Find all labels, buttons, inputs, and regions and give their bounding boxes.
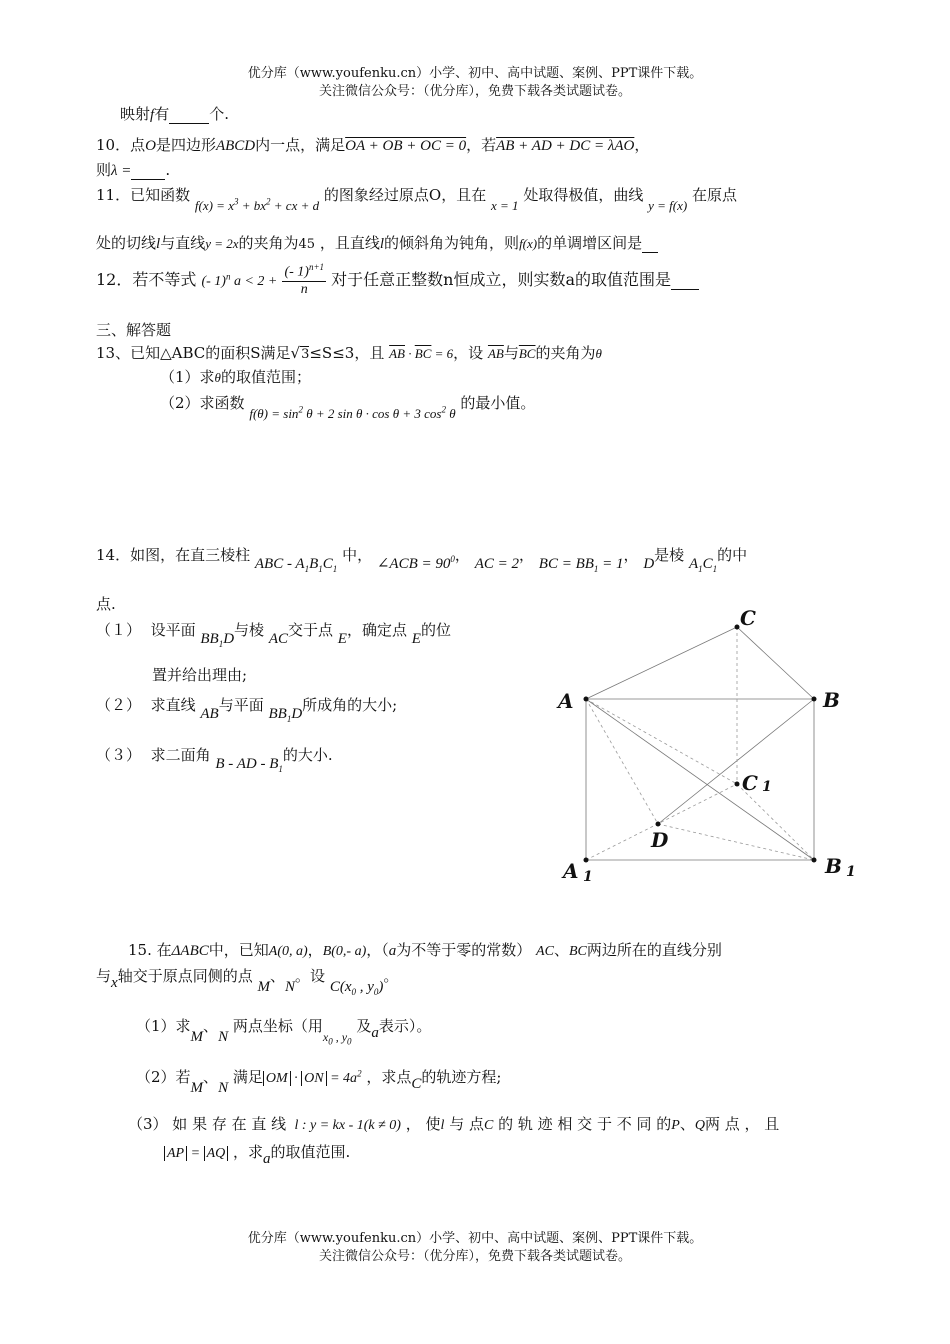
edge-A-B1 — [586, 699, 814, 860]
edge-D-B1 — [658, 824, 814, 860]
edge-C-B — [737, 627, 814, 699]
point-C1 — [735, 782, 740, 787]
edge-A-C — [586, 627, 737, 699]
question-11-cont: 处的切线l与直线y = 2x的夹角为45 ，且直线l的倾斜角为钝角，则f(x)的单调增区间是 — [96, 234, 658, 253]
edge-A-D — [586, 699, 658, 824]
label-C: C — [740, 606, 756, 630]
question-13: 13、已知△ABC的面积S满足√3≤S≤3，且 $\overline{AB} \cdot \overline{BC} = 6$，设 $\overline{AB}$与$\overline{BC}$的夹角为θ — [96, 344, 602, 362]
question-15-cont: 与x轴交于原点同侧的点 M、N。设 $C(x_0$ , $y_0$)。 — [96, 967, 399, 997]
question-10-cont: 则λ = . — [96, 161, 171, 179]
label-A1: A — [563, 859, 579, 883]
footer-line-1: 优分库（www.youfenku.cn）小学、初中、高中试题、案例、PPT课件下载。 — [247, 1231, 703, 1246]
question-14-part-2: （２） 求直线 AB与平面 $BB_1D$所成角的大小; — [96, 696, 398, 724]
edge-A-C1 — [586, 699, 737, 784]
label-A: A — [558, 689, 574, 713]
point-A1 — [584, 858, 589, 863]
label-B1-sub: 1 — [846, 864, 856, 880]
label-B1: B — [825, 854, 842, 878]
point-A — [584, 697, 589, 702]
prism-figure — [548, 598, 868, 898]
question-13-part-2: （2）求函数 $f(\theta) = \sin^2 \theta + 2$ sin θ · cos θ + 3 $\cos^2 \theta$ 的最小值。 — [160, 394, 536, 421]
question-14-part-3: （３） 求二面角 B - AD - $B_1$的大小. — [96, 746, 333, 774]
question-13-part-1: （1）求θ的取值范围； — [160, 368, 311, 386]
header-line-1: 优分库（www.youfenku.cn）小学、初中、高中试题、案例、PPT课件下载。 — [247, 66, 703, 81]
label-C1: C — [742, 771, 758, 795]
point-D — [656, 822, 661, 827]
question-11: 11．已知函数 $f(x) = x^3 + bx^2$ + cx + d 的图象经过原点O，且在 x = 1 处取得极值，曲线 y = f(x) 在原点 — [96, 186, 738, 213]
label-C1-sub: 1 — [762, 779, 772, 795]
q9-tail: 映射f有 个. — [120, 105, 229, 123]
header-line-2: 关注微信公众号：（优分库），免费下载各类试题试卷。 — [318, 84, 631, 99]
question-14-part-1-cont: 置并给出理由; — [152, 666, 248, 684]
point-C — [735, 625, 740, 630]
question-15-part-3-cont: AP = AQ ，求a的取值范围. — [164, 1143, 350, 1163]
question-15-part-1: （1）求M、N 两点坐标（用$_{x_0 , y_0}$ 及a表示）。 — [136, 1017, 432, 1047]
question-14-part-1: （１） 设平面 $BB_1D$与棱 AC交于点 E，确定点 E的位 — [96, 621, 451, 649]
question-12: 12．若不等式 (- 1)$^n$ a < 2 + $\frac{(- 1)^{n+1}}{n}$ 对于任意正整数n恒成立，则实数a的取值范围是 — [96, 262, 699, 299]
label-D: D — [651, 828, 669, 852]
label-B: B — [823, 688, 840, 712]
section-3-title: 三、解答题 — [96, 321, 172, 339]
question-15: 15. 在ΔABC中，已知A(0, a)，B(0,- a)，（a为不等于零的常数） AC、BC两边所在的直线分别 — [128, 941, 722, 959]
edge-C1-B1 — [737, 784, 814, 860]
point-B1 — [812, 858, 817, 863]
footer-line-2: 关注微信公众号：（优分库），免费下载各类试题试卷。 — [318, 1249, 631, 1264]
question-14-cont: 点. — [96, 595, 116, 613]
question-15-part-3: （3） 如 果 存 在 直 线 l : y = kx - 1(k ≠ 0) ， 使l 与 点C 的 轨 迹 相 交 于 不 同 的P、Q两 点 ， 且 — [128, 1115, 780, 1133]
point-B — [812, 697, 817, 702]
question-15-part-2: （2）若M、N 满足 OM · ON = $4a^2$ ，求点C的轨迹方程; — [136, 1068, 502, 1096]
question-14: 14．如图，在直三棱柱 ABC - $A_1B_1C_1$ 中， ∠ACB = $90^0$， AC = 2， BC = $BB_1 = 1$， D是棱 $A_1C_1$的中 — [96, 546, 748, 574]
label-A1-sub: 1 — [583, 869, 593, 885]
question-10: 10．点O是四边形ABCD内一点，满足OA + OB + OC = 0，若AB + AD + DC = λAO， — [96, 136, 650, 154]
